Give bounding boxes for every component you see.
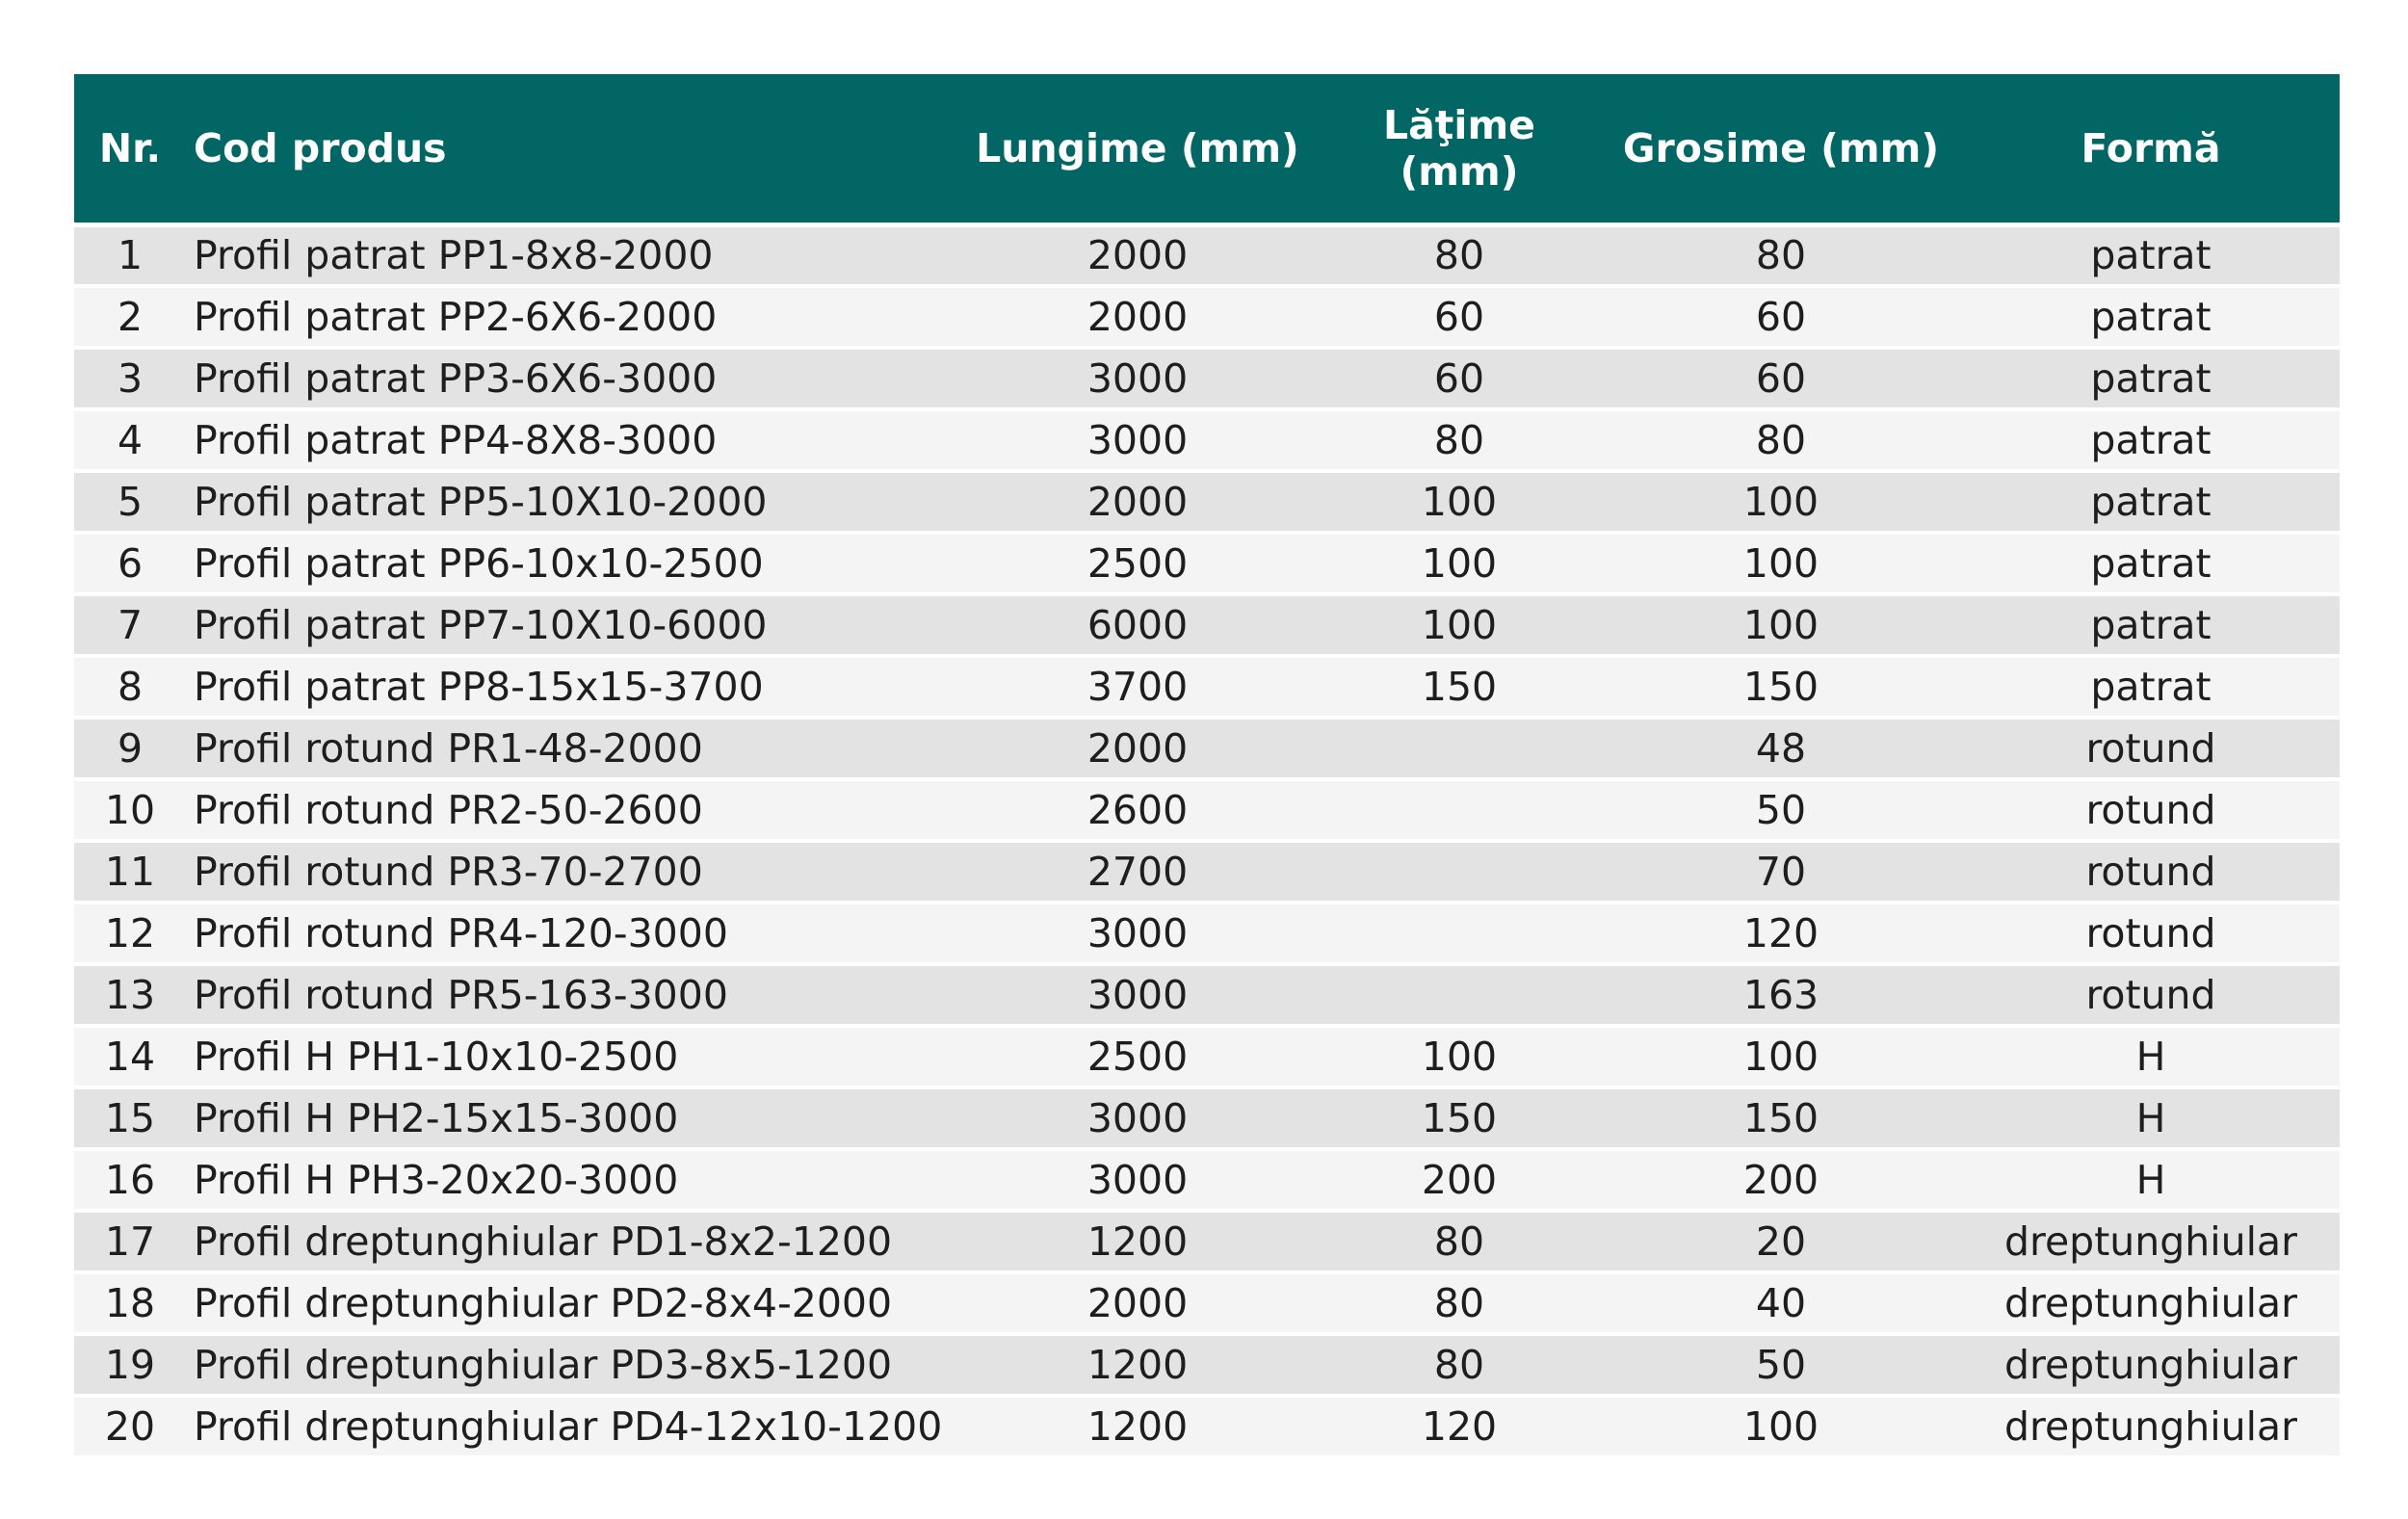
cell-latime	[1319, 903, 1600, 964]
cell-nr: 5	[74, 471, 186, 533]
cell-forma: patrat	[1962, 409, 2340, 471]
cell-lungime: 2000	[956, 471, 1319, 533]
table-row	[74, 1087, 2340, 1149]
cell-forma: H	[1962, 1026, 2340, 1087]
cell-grosime: 50	[1600, 1334, 1962, 1396]
cell-nr: 16	[74, 1149, 186, 1211]
cell-cod-produs: Profil rotund PR4-120-3000	[186, 903, 956, 964]
cell-lungime: 2500	[956, 533, 1319, 594]
cell-latime: 100	[1319, 471, 1600, 533]
cell-nr: 8	[74, 656, 186, 718]
cell-cod-produs: Profil patrat PP2-6X6-2000	[186, 286, 956, 348]
cell-grosime: 163	[1600, 964, 1962, 1026]
product-table-container	[74, 74, 2340, 1459]
cell-forma: rotund	[1962, 903, 2340, 964]
cell-grosime: 80	[1600, 409, 1962, 471]
cell-grosime: 100	[1600, 1026, 1962, 1087]
cell-forma: patrat	[1962, 533, 2340, 594]
cell-forma: patrat	[1962, 224, 2340, 286]
cell-grosime: 60	[1600, 286, 1962, 348]
cell-cod-produs: Profil patrat PP7-10X10-6000	[186, 594, 956, 656]
table-row	[74, 718, 2340, 779]
table-body	[74, 224, 2340, 1457]
cell-latime: 120	[1319, 1396, 1600, 1457]
cell-cod-produs: Profil dreptunghiular PD3-8x5-1200	[186, 1334, 956, 1396]
cell-lungime: 2000	[956, 224, 1319, 286]
cell-forma: patrat	[1962, 286, 2340, 348]
cell-forma: dreptunghiular	[1962, 1396, 2340, 1457]
cell-latime: 100	[1319, 594, 1600, 656]
cell-grosime: 50	[1600, 779, 1962, 841]
cell-nr: 6	[74, 533, 186, 594]
cell-forma: patrat	[1962, 348, 2340, 409]
cell-nr: 14	[74, 1026, 186, 1087]
column-header-lungime: Lungime (mm)	[956, 74, 1319, 224]
cell-cod-produs: Profil rotund PR5-163-3000	[186, 964, 956, 1026]
cell-lungime: 1200	[956, 1211, 1319, 1272]
cell-forma: rotund	[1962, 718, 2340, 779]
cell-forma: dreptunghiular	[1962, 1272, 2340, 1334]
cell-nr: 11	[74, 841, 186, 903]
cell-lungime: 2000	[956, 1272, 1319, 1334]
cell-nr: 18	[74, 1272, 186, 1334]
cell-lungime: 2000	[956, 286, 1319, 348]
cell-forma: patrat	[1962, 471, 2340, 533]
table-row	[74, 1272, 2340, 1334]
cell-latime: 80	[1319, 1272, 1600, 1334]
cell-latime: 200	[1319, 1149, 1600, 1211]
cell-latime: 80	[1319, 1211, 1600, 1272]
cell-nr: 12	[74, 903, 186, 964]
cell-latime: 100	[1319, 533, 1600, 594]
cell-nr: 10	[74, 779, 186, 841]
cell-lungime: 3000	[956, 903, 1319, 964]
cell-cod-produs: Profil rotund PR1-48-2000	[186, 718, 956, 779]
column-header-nr: Nr.	[74, 74, 186, 224]
cell-forma: dreptunghiular	[1962, 1211, 2340, 1272]
cell-grosime: 80	[1600, 224, 1962, 286]
cell-lungime: 3000	[956, 1087, 1319, 1149]
cell-forma: patrat	[1962, 656, 2340, 718]
cell-cod-produs: Profil dreptunghiular PD4-12x10-1200	[186, 1396, 956, 1457]
cell-latime	[1319, 779, 1600, 841]
cell-latime: 80	[1319, 224, 1600, 286]
table-row	[74, 348, 2340, 409]
cell-forma: rotund	[1962, 779, 2340, 841]
cell-lungime: 2600	[956, 779, 1319, 841]
cell-latime	[1319, 841, 1600, 903]
cell-forma: patrat	[1962, 594, 2340, 656]
cell-grosime: 150	[1600, 1087, 1962, 1149]
cell-cod-produs: Profil rotund PR3-70-2700	[186, 841, 956, 903]
cell-lungime: 2700	[956, 841, 1319, 903]
cell-nr: 4	[74, 409, 186, 471]
cell-lungime: 2500	[956, 1026, 1319, 1087]
cell-lungime: 3000	[956, 348, 1319, 409]
table-row	[74, 533, 2340, 594]
cell-nr: 15	[74, 1087, 186, 1149]
cell-grosime: 100	[1600, 533, 1962, 594]
cell-latime: 80	[1319, 1334, 1600, 1396]
table-row	[74, 656, 2340, 718]
cell-lungime: 6000	[956, 594, 1319, 656]
cell-lungime: 3700	[956, 656, 1319, 718]
cell-forma: dreptunghiular	[1962, 1334, 2340, 1396]
cell-latime: 100	[1319, 1026, 1600, 1087]
table-row	[74, 594, 2340, 656]
cell-nr: 2	[74, 286, 186, 348]
table-row	[74, 1026, 2340, 1087]
cell-nr: 1	[74, 224, 186, 286]
cell-cod-produs: Profil patrat PP6-10x10-2500	[186, 533, 956, 594]
cell-nr: 7	[74, 594, 186, 656]
cell-forma: rotund	[1962, 841, 2340, 903]
table-row	[74, 1334, 2340, 1396]
table-header-row	[74, 74, 2340, 224]
product-table	[74, 74, 2340, 1459]
cell-grosime: 120	[1600, 903, 1962, 964]
cell-cod-produs: Profil patrat PP1-8x8-2000	[186, 224, 956, 286]
cell-latime: 150	[1319, 1087, 1600, 1149]
cell-nr: 9	[74, 718, 186, 779]
cell-nr: 19	[74, 1334, 186, 1396]
table-row	[74, 224, 2340, 286]
cell-nr: 3	[74, 348, 186, 409]
table-row	[74, 779, 2340, 841]
cell-latime: 60	[1319, 286, 1600, 348]
cell-cod-produs: Profil dreptunghiular PD1-8x2-1200	[186, 1211, 956, 1272]
cell-cod-produs: Profil patrat PP8-15x15-3700	[186, 656, 956, 718]
column-header-cod-produs: Cod produs	[186, 74, 956, 224]
table-row	[74, 964, 2340, 1026]
cell-latime	[1319, 718, 1600, 779]
table-row	[74, 1396, 2340, 1457]
column-header-forma: Formă	[1962, 74, 2340, 224]
cell-nr: 13	[74, 964, 186, 1026]
cell-cod-produs: Profil patrat PP4-8X8-3000	[186, 409, 956, 471]
cell-nr: 20	[74, 1396, 186, 1457]
cell-grosime: 40	[1600, 1272, 1962, 1334]
cell-grosime: 150	[1600, 656, 1962, 718]
cell-latime: 150	[1319, 656, 1600, 718]
table-row	[74, 471, 2340, 533]
cell-lungime: 3000	[956, 409, 1319, 471]
table-row	[74, 1149, 2340, 1211]
cell-cod-produs: Profil H PH2-15x15-3000	[186, 1087, 956, 1149]
cell-latime: 60	[1319, 348, 1600, 409]
cell-grosime: 100	[1600, 1396, 1962, 1457]
cell-lungime: 3000	[956, 1149, 1319, 1211]
cell-lungime: 3000	[956, 964, 1319, 1026]
cell-grosime: 70	[1600, 841, 1962, 903]
cell-forma: rotund	[1962, 964, 2340, 1026]
table-row	[74, 409, 2340, 471]
cell-grosime: 100	[1600, 594, 1962, 656]
table-row	[74, 1211, 2340, 1272]
cell-cod-produs: Profil patrat PP5-10X10-2000	[186, 471, 956, 533]
cell-cod-produs: Profil rotund PR2-50-2600	[186, 779, 956, 841]
cell-grosime: 48	[1600, 718, 1962, 779]
cell-nr: 17	[74, 1211, 186, 1272]
cell-grosime: 100	[1600, 471, 1962, 533]
cell-lungime: 2000	[956, 718, 1319, 779]
column-header-grosime: Grosime (mm)	[1600, 74, 1962, 224]
cell-lungime: 1200	[956, 1334, 1319, 1396]
cell-lungime: 1200	[956, 1396, 1319, 1457]
cell-grosime: 60	[1600, 348, 1962, 409]
cell-forma: H	[1962, 1087, 2340, 1149]
cell-cod-produs: Profil patrat PP3-6X6-3000	[186, 348, 956, 409]
table-row	[74, 841, 2340, 903]
table-row	[74, 903, 2340, 964]
cell-grosime: 20	[1600, 1211, 1962, 1272]
cell-cod-produs: Profil H PH1-10x10-2500	[186, 1026, 956, 1087]
cell-latime: 80	[1319, 409, 1600, 471]
cell-cod-produs: Profil dreptunghiular PD2-8x4-2000	[186, 1272, 956, 1334]
cell-latime	[1319, 964, 1600, 1026]
table-row	[74, 286, 2340, 348]
column-header-latime: Lăţime (mm)	[1319, 74, 1600, 224]
cell-cod-produs: Profil H PH3-20x20-3000	[186, 1149, 956, 1211]
cell-grosime: 200	[1600, 1149, 1962, 1211]
cell-forma: H	[1962, 1149, 2340, 1211]
